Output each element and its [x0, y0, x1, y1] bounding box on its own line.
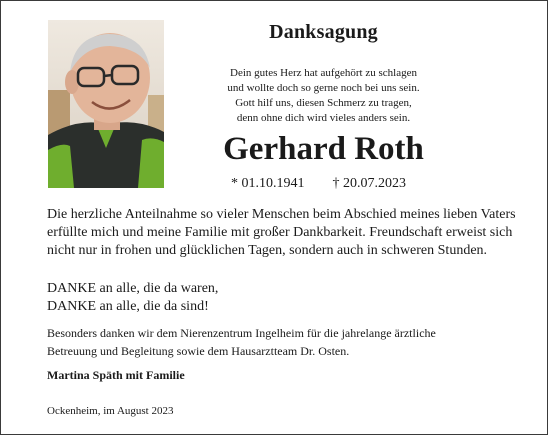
danke-lines [47, 280, 507, 316]
thanks-paragraph: Die herzliche Anteilnahme so vieler Menschen beim Abschied meines lieben Vaters erfüllte mich und meine Familie mit großer Dankbarkeit. Freundschaft erweist sich nicht nur in frohen und glücklichen Tagen, sondern auch in schweren Stunden. [47, 207, 516, 258]
portrait-photo [48, 20, 164, 188]
death-date: † 20.07.2023 [332, 176, 406, 191]
verse-line: und wollte doch so gerne noch bei uns sein. [227, 82, 420, 94]
signature: Martina Späth mit Familie [47, 368, 185, 382]
life-dates [231, 176, 406, 192]
special-thanks-line: Betreuung und Begleitung sowie dem Hausarztteam Dr. Osten. [47, 344, 350, 358]
place-date-footer: Ockenheim, im August 2023 [47, 405, 174, 417]
special-thanks-paragraph [47, 324, 537, 360]
deceased-name: Gerhard Roth [223, 131, 424, 167]
birth-date: * 01.10.1941 [231, 176, 305, 191]
verse [191, 66, 456, 126]
heading: Danksagung [269, 21, 378, 43]
verse-line: Dein gutes Herz hat aufgehört zu schlagen [230, 67, 417, 79]
danke-line: DANKE an alle, die da waren, [47, 281, 219, 296]
danke-line: DANKE an alle, die da sind! [47, 299, 209, 314]
special-thanks-line: Besonders danken wir dem Nierenzentrum Ingelheim für die jahrelange ärztliche [47, 326, 436, 340]
verse-line: denn ohne dich wird vieles anders sein. [236, 112, 411, 124]
portrait-image [48, 20, 164, 188]
verse-line: Gott hilf uns, diesen Schmerz zu tragen, [235, 97, 412, 109]
